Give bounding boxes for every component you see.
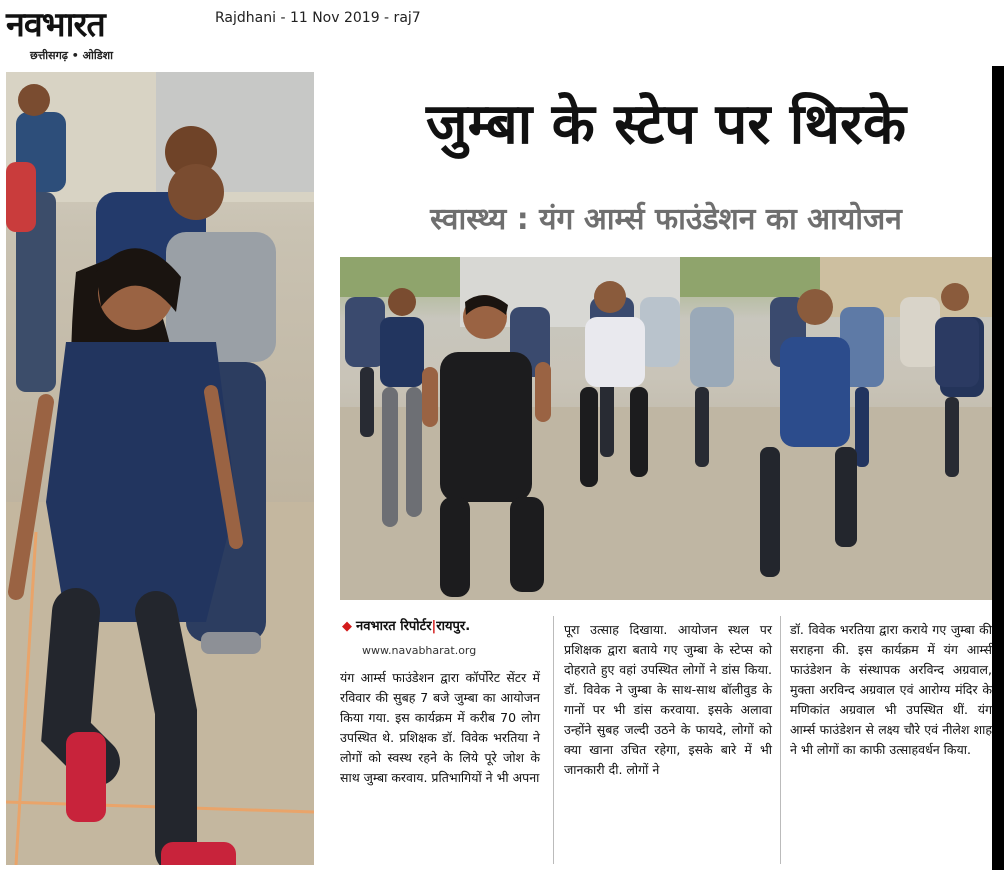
article-column-1: यंग आर्म्स फाउंडेशन द्वारा कॉर्पोरेट सेंटर में रविवार की सुबह 7 बजे जुम्बा का आयोजन किया गया. इस कार्यक्रम में करीब 70 लोग उपस्थित थे. प्रशिक्षक डॉ. विवेक भरतिया ने लोगों को स्वस्थ रहने के लिये पूरे जोश के साथ जुम्बा करवाय. प्रतिभागियों ने भी अपना xyxy=(340,670,540,785)
article-column-2: पूरा उत्साह दिखाया. आयोजन स्थल पर प्रशिक्षक द्वारा बताये गए जुम्बा के स्टेप्स को दोहराते हुए वहां उपस्थित लोगों ने डांस किया. डॉ. विवेक ने जुम्बा के साथ-साथ बॉलीवुड के गानों पर भी डांस करवाया. इसके अलावा उन्होंने सुबह जल्दी उठने के फायदे, लोगों को क्या खाना उचित रहेगा, इसके बारे में भी जानकारी दी. लोगों ने xyxy=(564,622,772,777)
edition-meta: Rajdhani - 11 Nov 2019 - raj7 xyxy=(215,10,421,26)
byline-city: रायपुर. xyxy=(436,619,471,634)
page-edge-bar xyxy=(992,66,1004,870)
byline-separator: | xyxy=(431,619,437,634)
photo-dancer-left xyxy=(6,72,314,865)
article-column-3: डॉ. विवेक भरतिया द्वारा कराये गए जुम्बा की सराहना की. इस कार्यक्रम में यंग आर्म्स फाउंडेशन के संस्थापक अरविन्द अग्रवाल, मुक्ता अरविन्द अग्रवाल एवं आरोग्य मंदिर के मणिकांत अग्रवाल भी उपस्थित थीं. यंग आर्म्स फाउंडेशन से लक्ष्य चौरे एवं नीलेश शाह ने भी लोगों का काफी उत्साहवर्धन किया. xyxy=(790,622,992,757)
photo-dancer-left-illustration xyxy=(6,72,314,865)
newspaper-logo: नवभारत xyxy=(6,5,105,45)
column-divider xyxy=(780,616,781,864)
photo-group-zumba xyxy=(340,257,992,600)
edition-label: छत्तीसगढ़ • ओडिशा xyxy=(30,49,113,62)
photo-group-illustration xyxy=(340,257,992,600)
masthead xyxy=(0,0,1004,62)
byline-brand: नवभारत रिपोर्टर xyxy=(356,619,432,634)
byline-diamond-icon: ◆ xyxy=(342,619,352,634)
article-headline: जुम्बा के स्टेप पर थिरके xyxy=(426,92,906,157)
article-subheadline: स्वास्थ्य : यंग आर्म्स फाउंडेशन का आयोजन xyxy=(430,202,902,237)
column-divider xyxy=(553,616,554,864)
website-link[interactable]: www.navabharat.org xyxy=(362,644,477,657)
byline xyxy=(342,616,470,634)
